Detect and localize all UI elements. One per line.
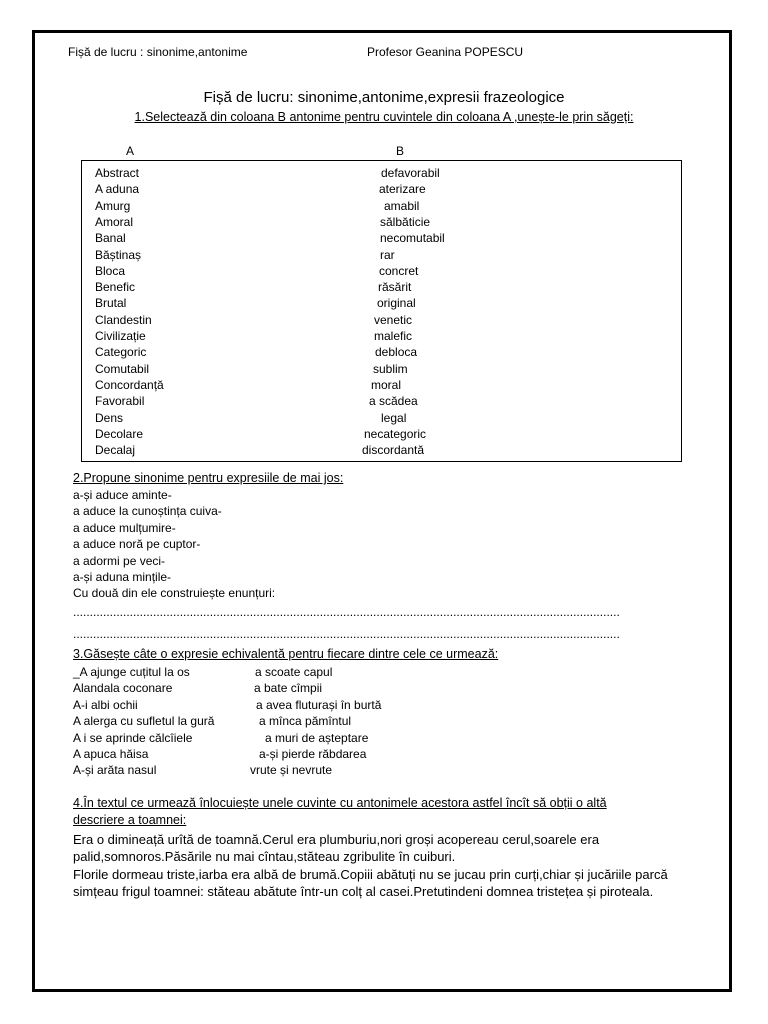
- column-b-word: discordantă: [362, 443, 425, 458]
- section3-left-expression: Alandala coconare: [73, 681, 173, 696]
- section3-right-expression: vrute și nevrute: [250, 763, 333, 778]
- column-b-word: a scădea: [369, 394, 418, 409]
- section2-expression: a aduce noră pe cuptor-: [73, 537, 201, 552]
- column-b-word: legal: [381, 410, 407, 425]
- column-a-word: Amoral: [95, 214, 134, 229]
- section3-right-expression: a-și pierde răbdarea: [259, 747, 367, 761]
- column-a-word: Concordanță: [95, 377, 164, 392]
- column-a-word: Categoric: [95, 345, 147, 360]
- section4-instruction-line2: descriere a toamnei:: [73, 813, 187, 827]
- column-a-word: Decalaj: [95, 443, 136, 458]
- column-b-label: B: [396, 144, 405, 158]
- page-title: Fișă de lucru: sinonime,antonime,expresii frazeologice: [203, 89, 565, 106]
- column-a-word: Abstract: [95, 166, 140, 180]
- column-b-word: malefic: [374, 329, 413, 343]
- section3-left-expression: A apuca hăisa: [73, 747, 149, 761]
- column-a-word: Decolare: [95, 426, 144, 441]
- column-b-word: răsărit: [378, 280, 412, 295]
- section2-expression: Cu două din ele construiește enunțuri:: [73, 586, 276, 601]
- column-b-word: sublim: [373, 361, 408, 376]
- answer-line-1: ....................................................................................................................................................................: [73, 605, 620, 619]
- column-a-word: Amurg: [95, 198, 131, 213]
- column-a-word: Bloca: [95, 263, 126, 278]
- column-a-word: Brutal: [95, 296, 127, 311]
- section2-expression: a-și aduce aminte-: [73, 488, 172, 502]
- column-b-word: sălbăticie: [380, 214, 431, 229]
- column-b-word: aterizare: [379, 182, 426, 197]
- column-b-word: amabil: [384, 198, 420, 213]
- column-a-word: A aduna: [95, 182, 140, 197]
- column-b-word: necomutabil: [380, 231, 445, 246]
- column-a-word: Clandestin: [95, 312, 152, 327]
- column-a-word: Favorabil: [95, 394, 145, 409]
- header-worksheet-label: Fișă de lucru : sinonime,antonime: [68, 45, 248, 59]
- section1-instruction: 1.Selectează din coloana B antonime pentru cuvintele din coloana A ,unește-le prin săgeți:: [134, 110, 634, 124]
- section3-left-expression: _A ajunge cuțitul la os: [73, 665, 190, 679]
- column-a-label: A: [126, 144, 135, 158]
- header-teacher-name: Profesor Geanina POPESCU: [367, 45, 524, 59]
- column-a-word: Comutabil: [95, 361, 150, 376]
- column-a-word: Dens: [95, 410, 124, 425]
- section3-right-expression: a scoate capul: [255, 665, 333, 679]
- section4-paragraph-1: Era o dimineață urîtă de toamnă.Cerul era plumburiu,nori groși acopereau cerul,soarele era palid,somnoros.Păsările nu mai cîntau,stăteau zgribulite în cuiburi.: [73, 832, 600, 865]
- section2-expression: a-și aduna mințile-: [73, 570, 172, 584]
- column-b-word: necategoric: [364, 426, 427, 441]
- section2-instruction: 2.Propune sinonime pentru expresiile de mai jos:: [73, 471, 344, 485]
- section3-left-expression: A i se aprinde călcîiele: [73, 730, 193, 745]
- column-b-word: original: [377, 296, 416, 311]
- section3-right-expression: a muri de așteptare: [265, 730, 369, 745]
- column-b-word: defavorabil: [381, 166, 440, 180]
- section3-left-expression: A-și arăta nasul: [73, 763, 157, 778]
- section3-instruction: 3.Găsește câte o expresie echivalentă pentru fiecare dintre cele ce urmează:: [73, 647, 499, 661]
- column-b-word: concret: [379, 263, 419, 278]
- section2-expression: a aduce mulțumire-: [73, 520, 176, 535]
- section3-left-expression: A-i albi ochii: [73, 697, 138, 712]
- section3-right-expression: a bate cîmpii: [254, 681, 323, 696]
- column-a-word: Civilizație: [95, 329, 146, 343]
- column-b-word: rar: [380, 247, 395, 262]
- section2-expression: a aduce la cunoștința cuiva-: [73, 504, 222, 519]
- column-a-word: Băștinaș: [95, 247, 142, 262]
- section2-expression: a adormi pe veci-: [73, 553, 166, 568]
- column-b-word: moral: [371, 377, 402, 392]
- column-b-word: debloca: [375, 345, 418, 360]
- section4-instruction-line1: 4.În textul ce urmează înlocuiește unele cuvinte cu antonimele acestora astfel încît să obții o altă: [73, 796, 607, 810]
- column-a-word: Banal: [95, 231, 126, 246]
- column-b-word: venetic: [374, 312, 413, 327]
- section3-left-expression: A alerga cu sufletul la gură: [73, 714, 215, 729]
- section3-right-expression: a avea fluturași în burtă: [256, 697, 382, 712]
- section3-right-expression: a mînca pămîntul: [259, 714, 352, 729]
- section4-paragraph-2: Florile dormeau triste,iarba era albă de brumă.Copiii abătuți nu se jucau prin curți,chiar și jucăriile parcă simțeau frigul toamnei: stăteau abătute într-un colț al casei.Pretutindeni domnea tristețea și piroteala.: [73, 867, 668, 900]
- answer-line-2: ....................................................................................................................................................................: [73, 627, 620, 641]
- column-a-word: Benefic: [95, 280, 136, 295]
